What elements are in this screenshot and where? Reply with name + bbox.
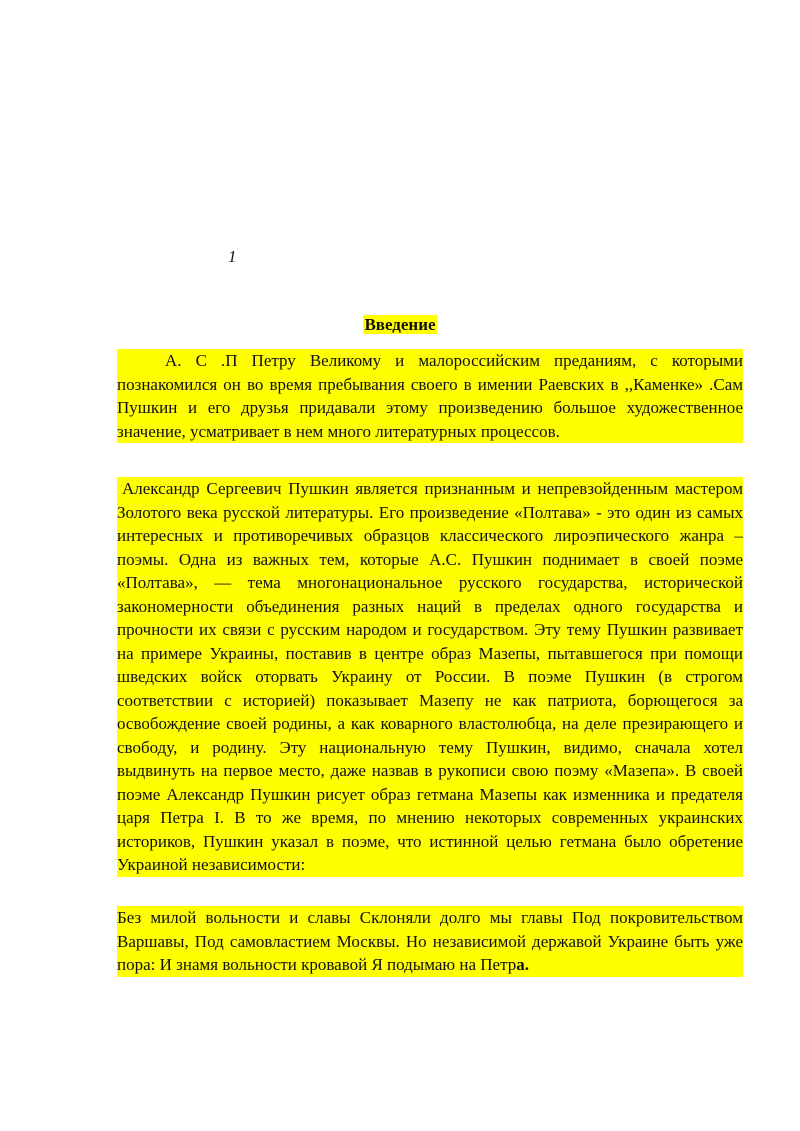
page-title-text: Введение <box>364 315 436 334</box>
page-number: 1 <box>228 247 237 266</box>
quote-text: Без милой вольности и славы Склоняли долго мы главы Под покровительством Варшавы, Под самовластием Москвы. Но независимой державой Украине быть уже пора: И знамя вольности кровавой Я подымаю на Петр <box>117 908 743 974</box>
quote-bold-tail: а. <box>516 955 529 974</box>
paragraph-intro: А. С .П Петру Великому и малороссийским преданиям, с которыми познакомился он во время пребывания своего в имении Раевских в ,,Каменке» .Сам Пушкин и его друзья придавали этому произведению большое художественное значение, усматривает в нем много литературных процессов. <box>117 349 743 443</box>
paragraph-main: Александр Сергеевич Пушкин является признанным и непревзойденным мастером Золотого века русской литературы. Его произведение «Полтава» - это один из самых интересных и противоречивых образцов классического лироэпического жанра – поэмы. Одна из важных тем, которые А.С. Пушкин поднимает в своей поэме «Полтава», — тема многонациональное русского государства, исторической закономерности объединения разных наций в пределах одного государства и прочности их связи с русским народом и государством. Эту тему Пушкин развивает на примере Украины, поставив в центре образ Мазепы, пытавшегося при помощи шведских войск оторвать Украину от России. В поэме Пушкин (в строгом соответствии с историей) показывает Мазепу не как патриота, борющегося за освобождение своей родины, а как коварного властолюбца, на деле презирающего и свободу, и родину. Эту национальную тему Пушкин, видимо, сначала хотел выдвинуть на первое место, даже назвав в рукописи свою поэму «Мазепа». В своей поэме Александр Пушкин рисует образ гетмана Мазепы как изменника и предателя царя Петра I. В то же время, по мнению некоторых современных украинских историков, Пушкин указал в поэме, что истинной целью гетмана было обретение Украиной независимости: <box>117 477 743 877</box>
page-title <box>0 315 800 335</box>
paragraph-quote <box>117 906 743 977</box>
